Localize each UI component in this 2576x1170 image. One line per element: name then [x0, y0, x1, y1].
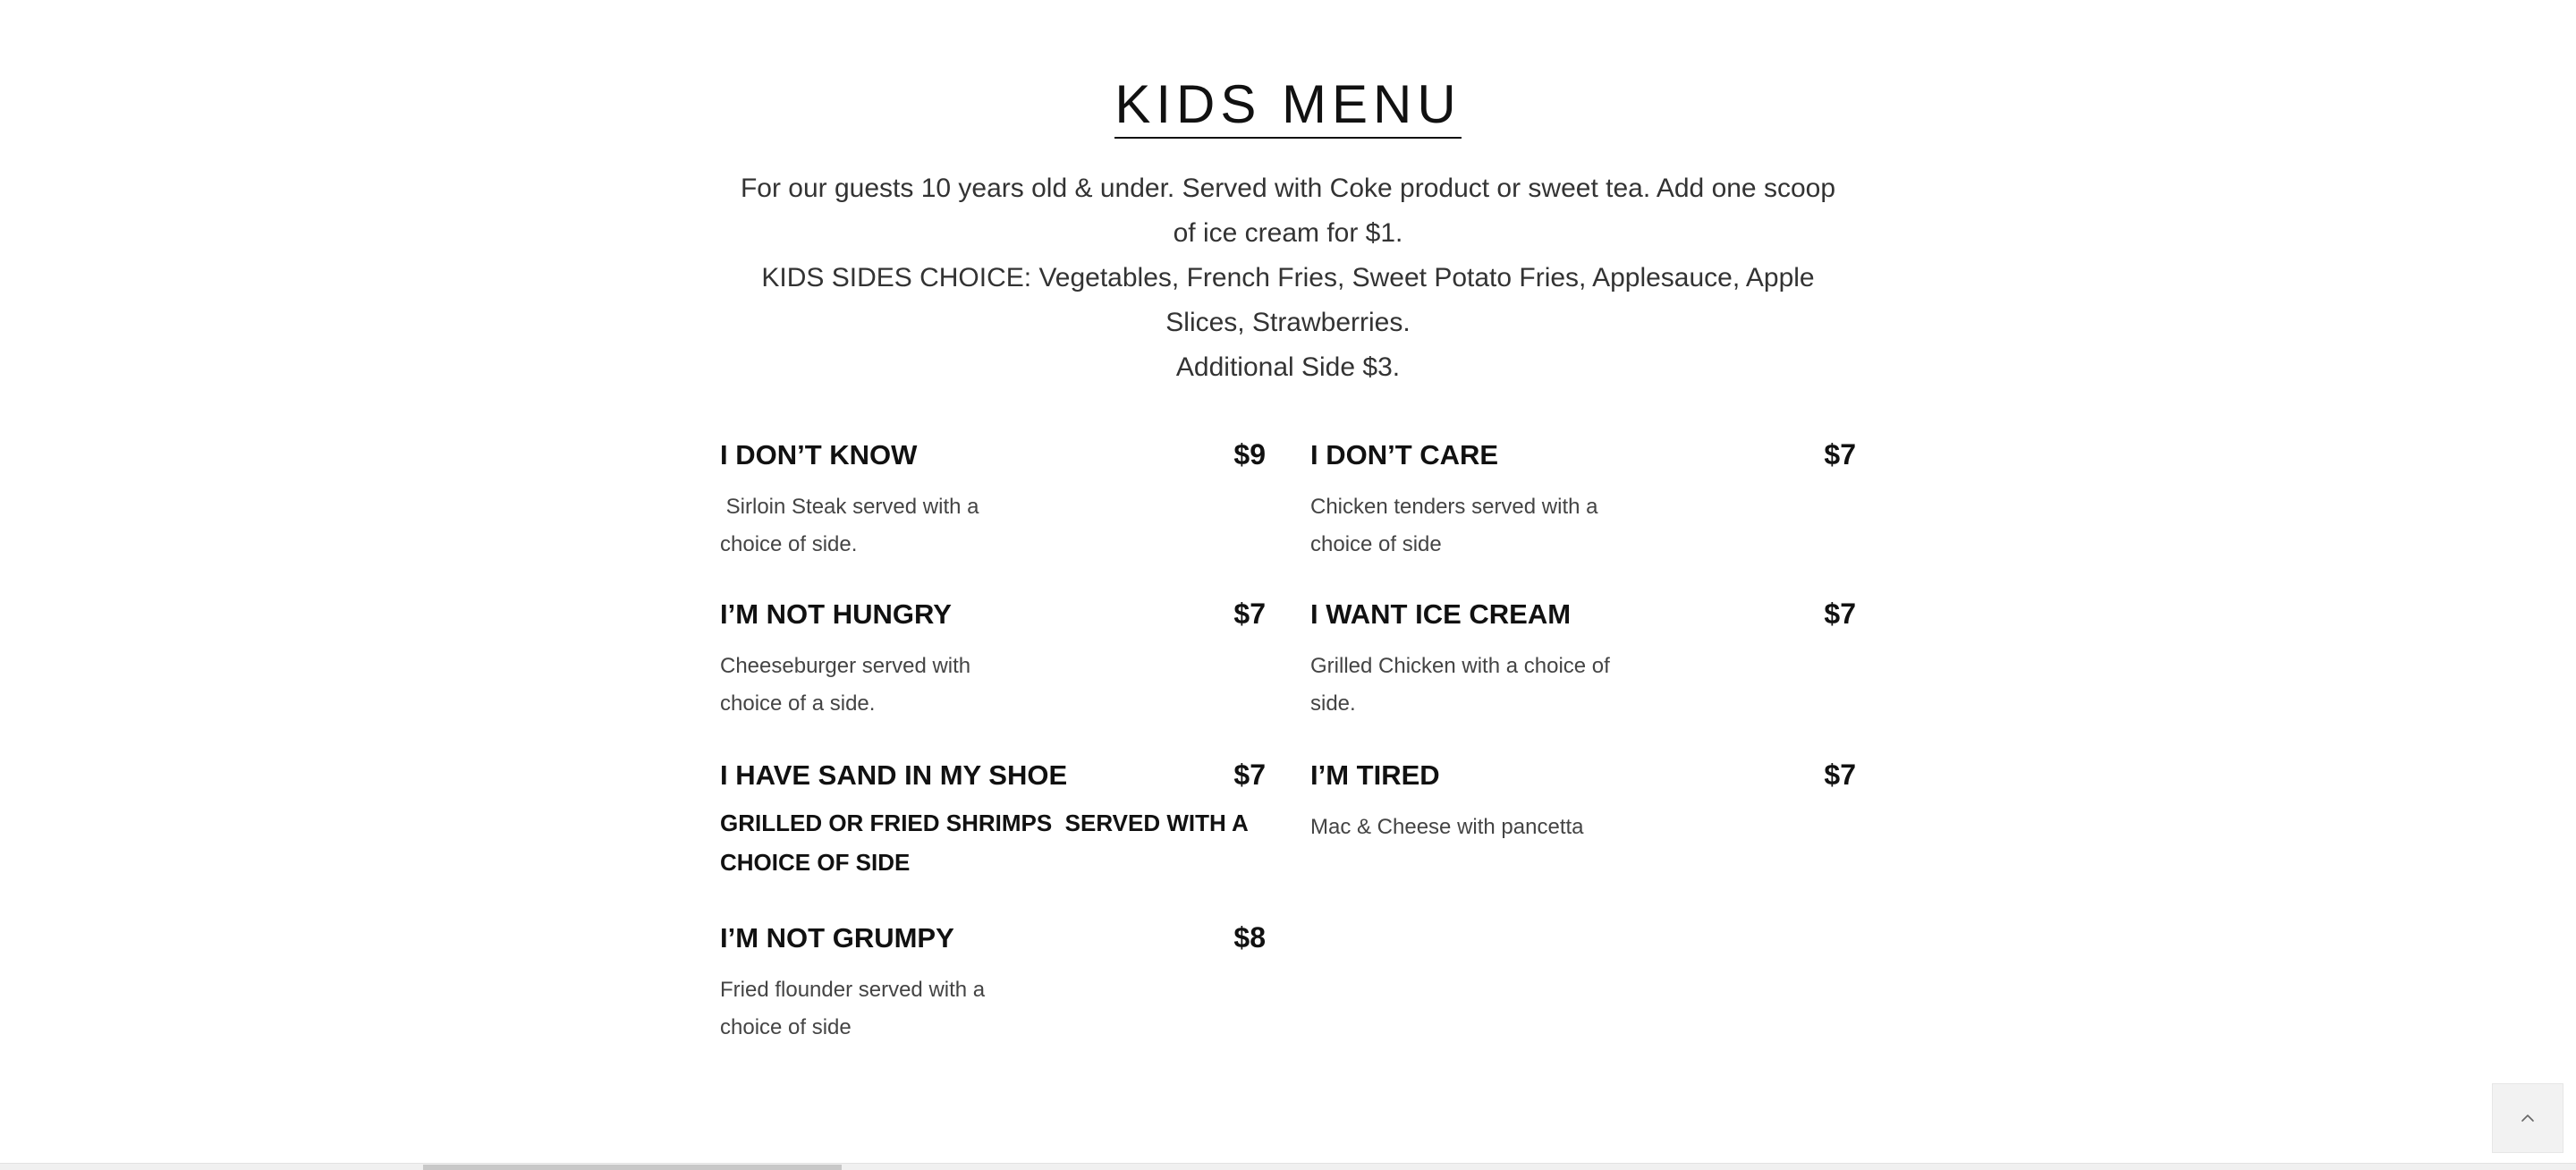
menu-item-i-have-sand-in-my-shoe [720, 759, 1266, 882]
page-title: KIDS MENU [1114, 73, 1461, 139]
item-price: $7 [1233, 759, 1266, 791]
item-price: $7 [1824, 759, 1856, 791]
item-name: I HAVE SAND IN MY SHOE [720, 759, 1068, 791]
item-price: $7 [1233, 598, 1266, 630]
item-name: I’M NOT GRUMPY [720, 922, 954, 954]
intro-line-2: KIDS SIDES CHOICE: Vegetables, French Fries, Sweet Potato Fries, Applesauce, Apple Slices, Strawberries. [761, 263, 1815, 337]
item-name: I’M NOT HUNGRY [720, 598, 952, 630]
item-name: I WANT ICE CREAM [1310, 598, 1572, 630]
item-header [1310, 438, 1856, 478]
item-price: $7 [1824, 438, 1856, 471]
item-description: Grilled Chicken with a choice of side. [1310, 654, 1610, 716]
title-container [0, 73, 2576, 139]
menu-intro [733, 166, 1843, 390]
horizontal-scrollbar[interactable] [0, 1163, 2576, 1170]
item-header [1310, 598, 1856, 637]
item-price: $8 [1233, 921, 1266, 954]
menu-item-im-not-grumpy [720, 921, 1266, 1047]
item-description: Cheeseburger served with choice of a side. [720, 654, 971, 716]
menu-item-i-dont-know [720, 438, 1266, 564]
item-header [1310, 759, 1856, 798]
item-header [720, 438, 1266, 478]
intro-line-1: For our guests 10 years old & under. Served with Coke product or sweet tea. Add one scoop of ice cream for $1. [740, 174, 1836, 248]
item-description: Fried flounder served with a choice of side [720, 978, 986, 1039]
menu-item-im-not-hungry [720, 598, 1266, 723]
menu-item-i-dont-care [1310, 438, 1856, 564]
item-description: Sirloin Steak served with a choice of side. [720, 495, 986, 556]
item-description: Mac & Cheese with pancetta [1310, 815, 1584, 839]
item-description: GRILLED OR FRIED SHRIMPS SERVED WITH A CHOICE OF SIDE [720, 810, 1255, 876]
chevron-up-icon [2517, 1107, 2538, 1129]
item-name: I’M TIRED [1310, 759, 1440, 791]
item-header [720, 598, 1266, 637]
menu-item-im-tired [1310, 759, 1856, 846]
item-header [720, 921, 1266, 961]
item-price: $9 [1233, 438, 1266, 471]
item-price: $7 [1824, 598, 1856, 630]
back-to-top-button[interactable] [2492, 1083, 2563, 1153]
item-description: Chicken tenders served with a choice of side [1310, 495, 1598, 556]
item-header [720, 759, 1266, 798]
scrollbar-thumb[interactable] [423, 1165, 842, 1170]
intro-line-3: Additional Side $3. [1175, 352, 1401, 382]
item-name: I DON’T KNOW [720, 439, 918, 471]
menu-item-i-want-ice-cream [1310, 598, 1856, 723]
item-name: I DON’T CARE [1310, 439, 1499, 471]
